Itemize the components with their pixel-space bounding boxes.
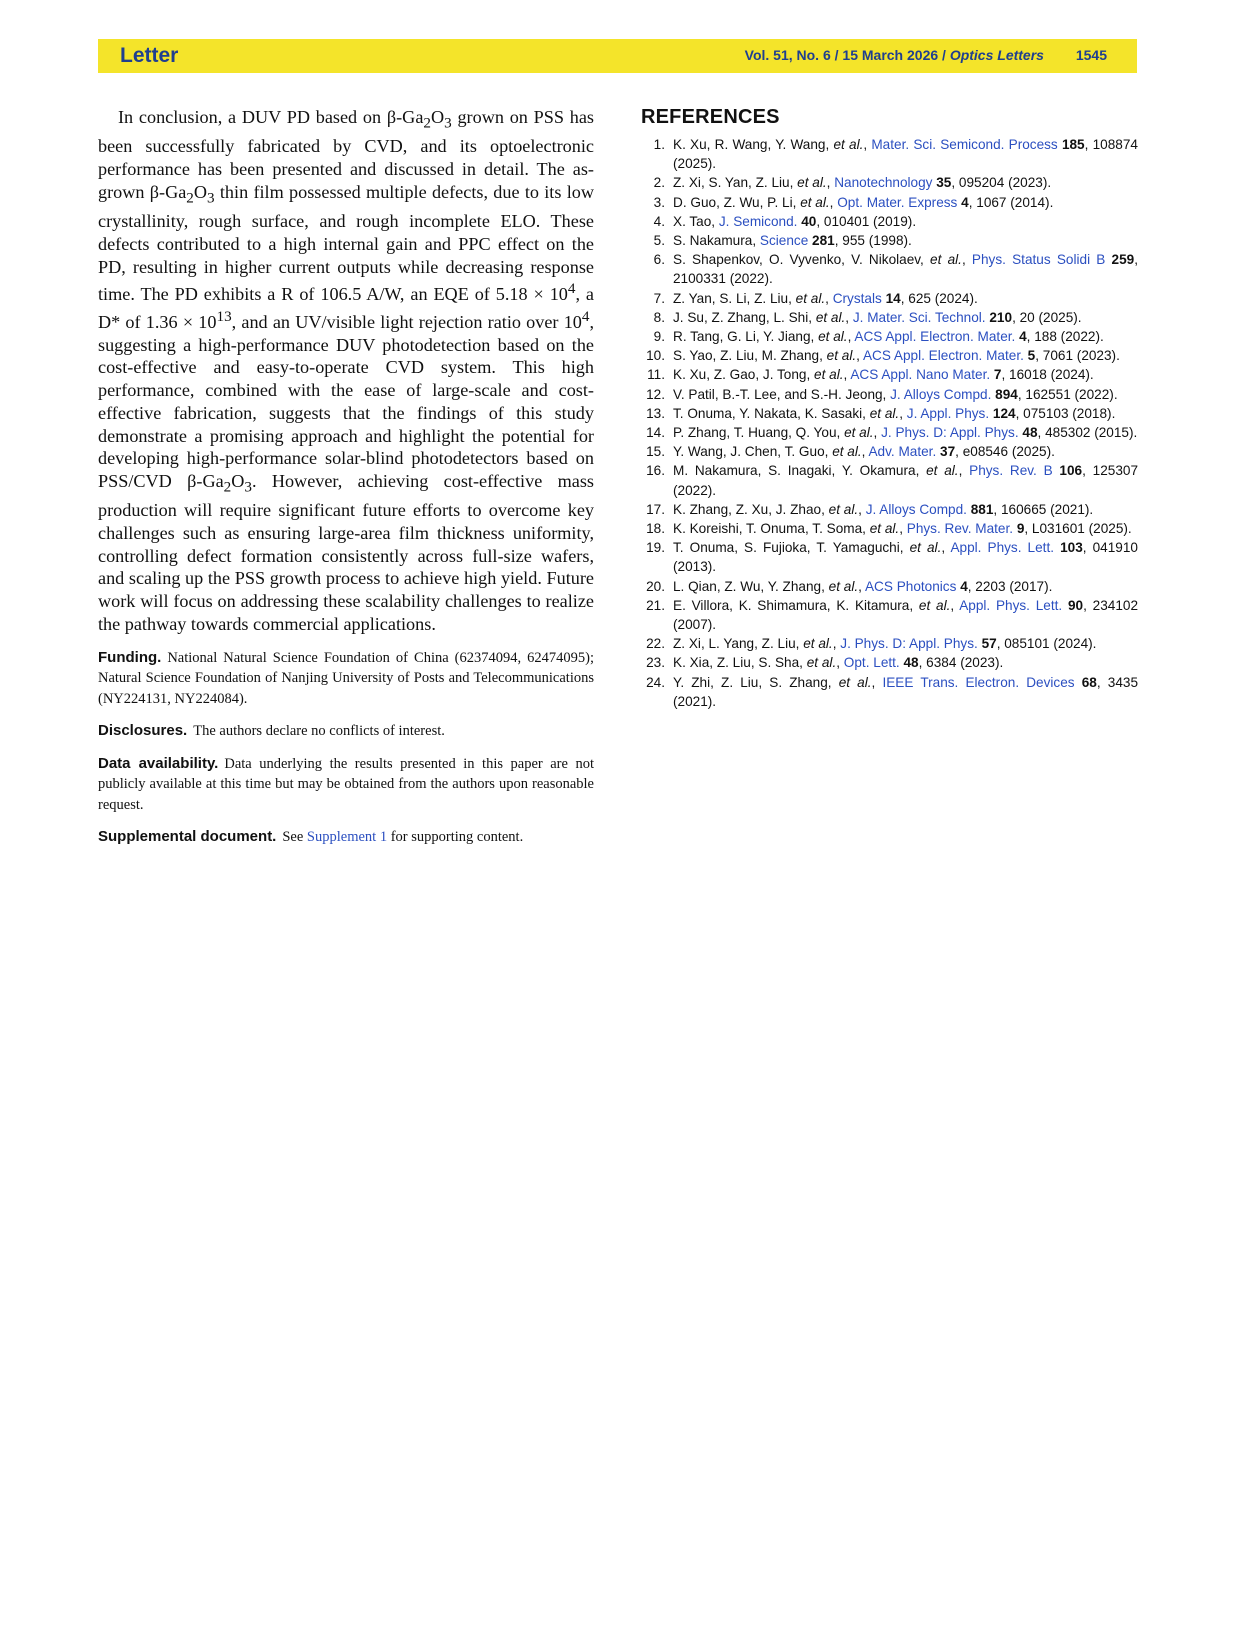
reference-pages-year: , 20 (2025). bbox=[1012, 309, 1082, 325]
reference-etal: et al. bbox=[797, 175, 827, 191]
reference-etal: et al. bbox=[833, 137, 864, 152]
reference-journal-link[interactable]: Opt. Mater. Express bbox=[837, 194, 958, 210]
reference-number: 7. bbox=[653, 290, 665, 306]
reference-number: 5. bbox=[653, 233, 665, 249]
data-availability-heading: Data availability. bbox=[98, 754, 219, 772]
reference-item: 2. Z. Xi, S. Yan, Z. Liu, et al., Nanotechnology 35, 095204 (2023). bbox=[641, 173, 1138, 192]
reference-etal: et al. bbox=[909, 540, 942, 556]
reference-volume: 103 bbox=[1060, 540, 1083, 556]
reference-volume: 68 bbox=[1081, 674, 1097, 690]
reference-authors: V. Patil, B.-T. Lee, and S.-H. Jeong, bbox=[673, 386, 887, 402]
page-number: 1545 bbox=[1075, 47, 1107, 63]
reference-etal: et al. bbox=[800, 194, 830, 210]
reference-number: 4. bbox=[653, 213, 665, 229]
reference-journal-link[interactable]: Opt. Lett. bbox=[843, 655, 900, 671]
reference-number: 6. bbox=[653, 252, 665, 268]
reference-pages-year: , 485302 (2015). bbox=[1037, 425, 1138, 441]
left-column bbox=[98, 106, 594, 848]
reference-pages-year: , 108874 (2025). bbox=[673, 137, 1138, 172]
reference-pages-year: , 2100331 (2022). bbox=[673, 252, 1139, 287]
reference-journal-link[interactable]: Adv. Mater. bbox=[868, 444, 937, 460]
reference-volume: 48 bbox=[1022, 425, 1038, 441]
reference-authors: Y. Wang, J. Chen, T. Guo, bbox=[673, 444, 829, 460]
reference-item: 16. M. Nakamura, S. Inagaki, Y. Okamura, et al., Phys. Rev. B 106, 125307 (2022). bbox=[641, 461, 1138, 499]
volume-info: Vol. 51, No. 6 / 15 March 2026 / bbox=[744, 47, 946, 63]
reference-item: 10. S. Yao, Z. Liu, M. Zhang, et al., ACS Appl. Electron. Mater. 5, 7061 (2023). bbox=[641, 346, 1138, 365]
reference-item: 21. E. Villora, K. Shimamura, K. Kitamura, et al., Appl. Phys. Lett. 90, 234102 (2007). bbox=[641, 596, 1138, 634]
reference-authors: L. Qian, Z. Wu, Y. Zhang, bbox=[673, 578, 825, 594]
reference-number: 11. bbox=[647, 367, 665, 383]
reference-etal: et al. bbox=[869, 405, 900, 421]
reference-pages-year: , 125307 (2022). bbox=[673, 463, 1139, 498]
reference-etal: et al. bbox=[844, 425, 874, 441]
reference-item: 11. K. Xu, Z. Gao, J. Tong, et al., ACS Appl. Nano Mater. 7, 16018 (2024). bbox=[641, 365, 1138, 384]
reference-number: 13. bbox=[646, 405, 665, 421]
supplemental-heading: Supplemental document. bbox=[98, 828, 277, 846]
reference-number: 10. bbox=[646, 348, 665, 364]
reference-authors: J. Su, Z. Zhang, L. Shi, bbox=[673, 309, 813, 325]
reference-authors: D. Guo, Z. Wu, P. Li, bbox=[673, 194, 797, 210]
reference-pages-year: , 162551 (2022). bbox=[1017, 386, 1118, 402]
reference-number: 23. bbox=[646, 655, 665, 671]
reference-item bbox=[641, 231, 1138, 250]
reference-authors: Z. Xi, S. Yan, Z. Liu, bbox=[673, 175, 794, 191]
reference-authors: K. Zhang, Z. Xu, J. Zhao, bbox=[673, 501, 825, 517]
reference-pages-year: , 955 (1998). bbox=[834, 233, 912, 249]
references-list bbox=[641, 135, 1138, 711]
reference-item: 15. Y. Wang, J. Chen, T. Guo, et al., Adv. Mater. 37, e08546 (2025). bbox=[641, 442, 1138, 461]
reference-journal-link[interactable]: ACS Appl. Electron. Mater. bbox=[862, 348, 1024, 364]
reference-journal-link[interactable]: J. Phys. D: Appl. Phys. bbox=[840, 636, 978, 652]
reference-pages-year: , 234102 (2007). bbox=[673, 597, 1139, 633]
reference-volume: 9 bbox=[1016, 521, 1025, 537]
reference-journal-link[interactable]: J. Alloys Compd. bbox=[890, 386, 992, 402]
reference-journal-link[interactable]: Science bbox=[759, 233, 809, 249]
reference-pages-year: , 075103 (2018). bbox=[1015, 405, 1116, 421]
reference-journal-link[interactable]: J. Alloys Compd. bbox=[865, 501, 967, 517]
reference-authors: S. Shapenkov, O. Vyvenko, V. Nikolaev, bbox=[673, 252, 924, 268]
reference-number: 16. bbox=[646, 463, 665, 479]
reference-number: 17. bbox=[646, 501, 665, 517]
reference-item: 1. K. Xu, R. Wang, Y. Wang, et al., Mater. Sci. Semicond. Process 185, 108874 (2025). bbox=[641, 135, 1138, 173]
reference-journal-link[interactable]: ACS Appl. Electron. Mater. bbox=[854, 329, 1016, 345]
reference-journal-link[interactable]: J. Appl. Phys. bbox=[906, 405, 990, 421]
reference-etal: et al. bbox=[815, 309, 846, 325]
reference-authors: T. Onuma, Y. Nakata, K. Sasaki, bbox=[673, 405, 866, 421]
reference-item: 22. Z. Xi, L. Yang, Z. Liu, et al., J. Phys. D: Appl. Phys. 57, 085101 (2024). bbox=[641, 634, 1138, 653]
reference-pages-year: , 188 (2022). bbox=[1026, 329, 1104, 345]
reference-number: 18. bbox=[646, 521, 665, 537]
reference-etal: et al. bbox=[869, 521, 900, 537]
reference-journal-link[interactable]: J. Mater. Sci. Technol. bbox=[852, 309, 986, 325]
reference-etal: et al. bbox=[818, 329, 848, 345]
reference-etal: et al. bbox=[926, 463, 959, 479]
reference-pages-year: , 095204 (2023). bbox=[951, 175, 1052, 191]
reference-item: 18. K. Koreishi, T. Onuma, T. Soma, et al., Phys. Rev. Mater. 9, L031601 (2025). bbox=[641, 519, 1138, 538]
reference-authors: S. Yao, Z. Liu, M. Zhang, bbox=[673, 348, 823, 364]
reference-item: 3. D. Guo, Z. Wu, P. Li, et al., Opt. Mater. Express 4, 1067 (2014). bbox=[641, 193, 1138, 212]
reference-journal-link[interactable]: Appl. Phys. Lett. bbox=[950, 540, 1055, 556]
reference-item: 17. K. Zhang, Z. Xu, J. Zhao, et al., J. Alloys Compd. 881, 160665 (2021). bbox=[641, 500, 1138, 519]
reference-journal-link[interactable]: Nanotechnology bbox=[834, 175, 933, 191]
reference-authors: K. Xu, R. Wang, Y. Wang, bbox=[673, 137, 830, 152]
reference-volume: 57 bbox=[981, 636, 997, 652]
reference-number: 19. bbox=[646, 540, 665, 556]
reference-authors: R. Tang, G. Li, Y. Jiang, bbox=[673, 329, 815, 345]
reference-pages-year: , 2203 (2017). bbox=[967, 578, 1053, 594]
reference-item: 6. S. Shapenkov, O. Vyvenko, V. Nikolaev, et al., Phys. Status Solidi B 259, 2100331 (2022). bbox=[641, 250, 1138, 288]
journal-header-bar bbox=[98, 39, 1137, 73]
funding-text: National Natural Science Foundation of China (62374094, 62474095); Natural Science Foundation of Nanjing University of Posts and Telecommunications (NY224131, NY224084). bbox=[98, 649, 594, 707]
reference-etal: et al. bbox=[838, 674, 872, 690]
reference-volume: 40 bbox=[801, 213, 817, 229]
reference-etal: et al. bbox=[930, 252, 962, 268]
journal-name: Optics Letters bbox=[949, 47, 1044, 63]
reference-number: 9. bbox=[653, 329, 665, 345]
funding-heading: Funding. bbox=[98, 648, 162, 666]
reference-volume: 259 bbox=[1111, 252, 1135, 268]
reference-item: 23. K. Xia, Z. Liu, S. Sha, et al., Opt. Lett. 48, 6384 (2023). bbox=[641, 653, 1138, 672]
disclosures-section bbox=[98, 721, 594, 742]
reference-authors: Y. Zhi, Z. Liu, S. Zhang, bbox=[673, 674, 832, 690]
reference-journal-link[interactable]: J. Phys. D: Appl. Phys. bbox=[881, 425, 1019, 441]
reference-volume: 894 bbox=[995, 386, 1018, 402]
reference-pages-year: , 010401 (2019). bbox=[816, 213, 917, 229]
reference-item: 20. L. Qian, Z. Wu, Y. Zhang, et al., ACS Photonics 4, 2203 (2017). bbox=[641, 577, 1138, 596]
reference-item bbox=[641, 212, 1138, 231]
reference-journal-link[interactable]: Mater. Sci. Semicond. Process bbox=[871, 137, 1058, 152]
reference-number: 12. bbox=[646, 386, 665, 402]
reference-item: 14. P. Zhang, T. Huang, Q. You, et al., J. Phys. D: Appl. Phys. 48, 485302 (2015). bbox=[641, 423, 1138, 442]
reference-journal-link[interactable]: Appl. Phys. Lett. bbox=[959, 597, 1063, 613]
reference-etal: et al. bbox=[832, 444, 862, 460]
reference-item: 19. T. Onuma, S. Fujioka, T. Yamaguchi, et al., Appl. Phys. Lett. 103, 041910 (2013). bbox=[641, 538, 1138, 576]
reference-pages-year: , L031601 (2025). bbox=[1024, 521, 1132, 537]
reference-volume: 48 bbox=[903, 655, 919, 671]
supplemental-section: Supplemental document. See Supplement 1 for supporting content. bbox=[98, 828, 524, 846]
reference-item: 9. R. Tang, G. Li, Y. Jiang, et al., ACS Appl. Electron. Mater. 4, 188 (2022). bbox=[641, 327, 1138, 346]
reference-authors: K. Xu, Z. Gao, J. Tong, bbox=[673, 367, 811, 383]
funding-section bbox=[98, 648, 594, 710]
reference-authors: Z. Xi, L. Yang, Z. Liu, bbox=[673, 636, 800, 652]
reference-journal-link[interactable]: Phys. Rev. B bbox=[969, 463, 1053, 479]
reference-volume: 281 bbox=[812, 233, 835, 249]
reference-etal: et al. bbox=[828, 501, 859, 517]
reference-pages-year: , e08546 (2025). bbox=[955, 444, 1055, 460]
data-availability-text: Data underlying the results presented in this paper are not publicly available at this time but may be obtained from the authors upon reasonable request. bbox=[98, 755, 594, 813]
reference-volume: 106 bbox=[1059, 463, 1083, 479]
supplement-link[interactable]: Supplement 1 bbox=[306, 829, 388, 846]
reference-volume: 90 bbox=[1067, 597, 1084, 613]
reference-journal-link[interactable]: ACS Appl. Nano Mater. bbox=[850, 367, 991, 383]
right-column bbox=[641, 106, 1138, 711]
reference-volume: 14 bbox=[885, 290, 901, 306]
reference-authors: P. Zhang, T. Huang, Q. You, bbox=[673, 425, 841, 441]
reference-etal: et al. bbox=[803, 636, 833, 652]
reference-volume: 37 bbox=[940, 444, 956, 460]
reference-authors: Z. Yan, S. Li, Z. Liu, bbox=[673, 290, 792, 306]
reference-volume: 881 bbox=[970, 501, 994, 517]
reference-journal-link[interactable]: Crystals bbox=[832, 290, 882, 306]
reference-volume: 124 bbox=[992, 405, 1016, 421]
reference-number: 8. bbox=[653, 309, 665, 325]
reference-etal: et al. bbox=[814, 367, 844, 383]
reference-pages-year: , 3435 (2021). bbox=[673, 674, 1139, 709]
reference-journal-link[interactable]: Phys. Rev. Mater. bbox=[906, 521, 1014, 537]
reference-authors: M. Nakamura, S. Inagaki, Y. Okamura, bbox=[673, 463, 920, 479]
reference-pages-year: , 085101 (2024). bbox=[996, 636, 1097, 652]
reference-pages-year: , 041910 (2013). bbox=[673, 540, 1138, 575]
reference-item: 7. Z. Yan, S. Li, Z. Liu, et al., Crystals 14, 625 (2024). bbox=[641, 289, 1138, 308]
reference-authors: T. Onuma, S. Fujioka, T. Yamaguchi, bbox=[673, 540, 904, 556]
reference-journal-link[interactable]: ACS Photonics bbox=[864, 578, 957, 594]
reference-volume: 4 bbox=[961, 194, 969, 210]
reference-journal-link[interactable]: J. Semicond. bbox=[718, 213, 798, 229]
reference-number: 1. bbox=[653, 137, 665, 152]
reference-number: 14. bbox=[646, 425, 665, 441]
reference-volume: 35 bbox=[936, 175, 952, 191]
reference-authors: E. Villora, K. Shimamura, K. Kitamura, bbox=[673, 597, 914, 613]
references-heading: REFERENCES bbox=[641, 106, 780, 128]
reference-volume: 185 bbox=[1061, 137, 1085, 152]
conclusion-paragraph: In conclusion, a DUV PD based on $\beta-Ga_2O_3$ grown on PSS has been successfully fabricated by CVD, and its optoelectronic performance has been presented and discussed in detail. The as-grown $\beta-Ga_2O_3$ thin film possessed multiple defects, due to its low crystallinity, rough surface, and rough incomplete ELO. These defects contributed to a high internal gain and PPC effect on the PD, resulting in higher current outputs while decreasing response time. The PD exhibits a R of 106.5 A/W, an EQE of $5.18 \times 10^4$, a D* of $1.36 \times 10^{13}$, and an UV/visible light rejection ratio over $10^4$, suggesting a high-performance DUV photodetection based on the cost-effective and easy-to-operate CVD system. This high performance, combined with the ease of large-scale and cost-effective fabrication, suggests that the findings of this study demonstrate a promising approach and highlight the potential for developing high-performance solar-blind photodetectors based on PSS/CVD $\beta-Ga_2O_3$. However, achieving cost-effective mass production will require significant future efforts to overcome key challenges such as ensuring large-area film thickness uniformity, controlling defect formation consistently across full-size wafers, and scaling up the PSS growth process to achieve high yield. Future work will focus on addressing these scalability challenges to realize the pathway towards commercial applications. bbox=[98, 107, 595, 634]
disclosures-text: The authors declare no conflicts of interest. bbox=[193, 723, 445, 740]
journal-citation bbox=[745, 47, 1107, 63]
reference-authors: S. Nakamura, bbox=[673, 233, 757, 249]
reference-number: 15. bbox=[646, 444, 665, 460]
reference-number: 24. bbox=[646, 674, 665, 690]
reference-number: 21. bbox=[646, 597, 665, 613]
reference-volume: 4 bbox=[960, 578, 968, 594]
reference-number: 20. bbox=[646, 578, 665, 594]
reference-number: 2. bbox=[653, 175, 665, 191]
reference-pages-year: , 16018 (2024). bbox=[1001, 367, 1094, 383]
reference-etal: et al. bbox=[795, 290, 826, 306]
reference-etal: et al. bbox=[828, 578, 859, 594]
conclusion-section bbox=[98, 106, 594, 636]
reference-pages-year: , 6384 (2023). bbox=[918, 655, 1004, 671]
section-label: Letter bbox=[120, 44, 179, 67]
reference-pages-year: , 7061 (2023). bbox=[1035, 348, 1120, 364]
reference-volume: 4 bbox=[1019, 329, 1027, 345]
reference-authors: X. Tao, bbox=[673, 213, 716, 229]
data-availability-section bbox=[98, 754, 594, 816]
reference-item bbox=[641, 385, 1138, 404]
reference-pages-year: , 160665 (2021). bbox=[993, 501, 1094, 517]
reference-pages-year: , 1067 (2014). bbox=[968, 194, 1054, 210]
reference-number: 3. bbox=[653, 194, 665, 210]
reference-item: 8. J. Su, Z. Zhang, L. Shi, et al., J. Mater. Sci. Technol. 210, 20 (2025). bbox=[641, 308, 1138, 327]
reference-etal: et al. bbox=[806, 655, 837, 671]
reference-item: 24. Y. Zhi, Z. Liu, S. Zhang, et al., IEEE Trans. Electron. Devices 68, 3435 (2021). bbox=[641, 673, 1138, 711]
disclosures-heading: Disclosures. bbox=[98, 722, 188, 740]
reference-journal-link[interactable]: IEEE Trans. Electron. Devices bbox=[882, 674, 1075, 690]
reference-authors: K. Xia, Z. Liu, S. Sha, bbox=[673, 655, 803, 671]
reference-volume: 210 bbox=[989, 309, 1013, 325]
reference-pages-year: , 625 (2024). bbox=[900, 290, 978, 306]
reference-etal: et al. bbox=[918, 597, 951, 613]
reference-number: 22. bbox=[646, 636, 665, 652]
reference-volume: 7 bbox=[993, 367, 1002, 383]
reference-item: 13. T. Onuma, Y. Nakata, K. Sasaki, et al., J. Appl. Phys. 124, 075103 (2018). bbox=[641, 404, 1138, 423]
reference-volume: 5 bbox=[1027, 348, 1036, 364]
reference-authors: K. Koreishi, T. Onuma, T. Soma, bbox=[673, 521, 866, 537]
reference-etal: et al. bbox=[826, 348, 857, 364]
reference-journal-link[interactable]: Phys. Status Solidi B bbox=[971, 252, 1106, 268]
